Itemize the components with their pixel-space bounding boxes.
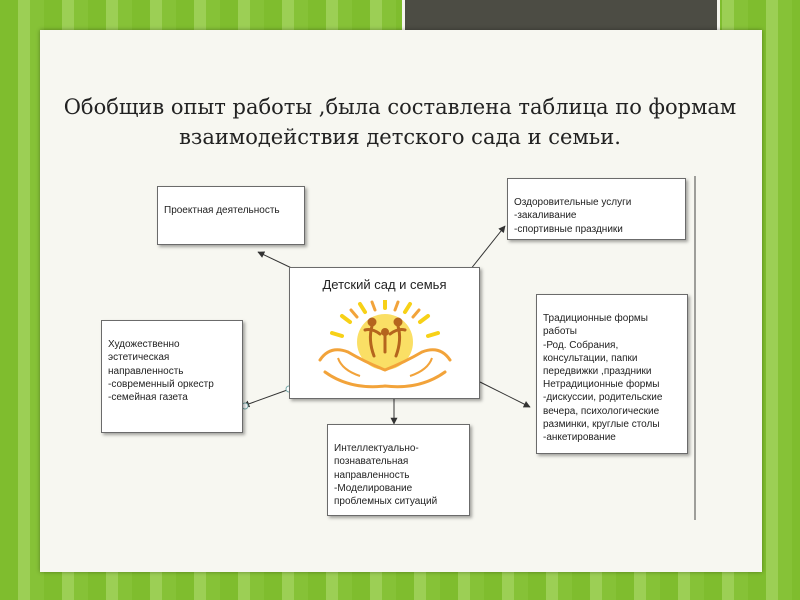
box-art-text: Художественно эстетическая направленность -современный оркестр -семейная газета [108, 339, 214, 404]
center-box [289, 267, 480, 399]
sun-family-logo [310, 300, 460, 395]
box-art [101, 320, 243, 433]
box-intellect-text: Интеллектуально- познавательная направленность -Моделирование проблемных ситуаций [334, 443, 438, 508]
box-traditional-text: Традиционные формы работы -Род. Собрания, консультации, папки передвижки ,праздники Нетрадиционные формы -дискуссии, родительские вечера, психологические разминки, круглые столы -анкетирование [543, 313, 663, 444]
arrow-to-art [243, 389, 290, 406]
box-project [157, 186, 305, 245]
arrow-to-traditional [480, 382, 530, 407]
box-health-text: Оздоровительные услуги -закаливание -спортивные праздники [514, 197, 632, 235]
box-health [507, 178, 686, 240]
box-project-text: Проектная деятельность [164, 205, 280, 217]
arrow-to-health [470, 226, 505, 270]
box-traditional [536, 294, 688, 454]
center-label: Детский сад и семья [322, 277, 447, 292]
slide-title: Обобщив опыт работы ,была составлена таблица по формам взаимодействия детского сада и семьи. [63, 95, 737, 149]
box-intellect [327, 424, 470, 516]
